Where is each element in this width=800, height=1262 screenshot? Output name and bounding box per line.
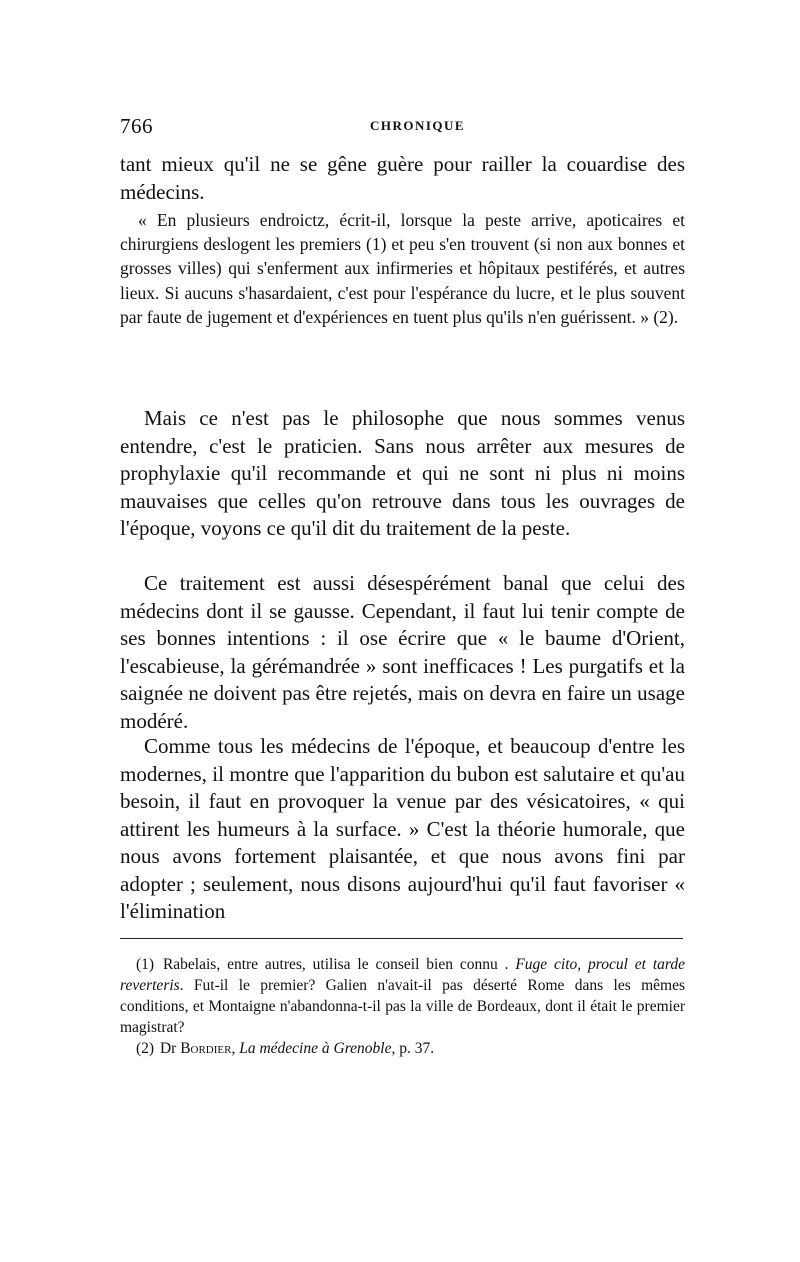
chapter-title: CHRONIQUE xyxy=(369,118,466,133)
page-number: 766 xyxy=(120,114,153,138)
quote-paragraph: « En plusieurs endroictz, écrit-il, lorsque la peste arrive, apoticaires et chirurgiens deslogent les premiers (1) et peu s'en trouvent (si non aux bonnes et grosses villes) qui s'enferment aux infirmeries et hôpitaux pestiférés, et autres lieux. Si aucuns s'hasardaient, c'est pour l'espérance du lucre, et le plus souvent par faute de jugement et d'expériences en tuent plus qu'ils n'en guérissent. » (2). xyxy=(120,210,685,327)
footnote-1-latin-quote: Fuge cito, procul et tarde reverteris xyxy=(120,956,686,994)
footnote-1-text-before: Rabelais, entre autres, utilisa le conseil bien connu . xyxy=(162,956,509,973)
footnote-2-page: , p. 37. xyxy=(391,1040,435,1057)
footnote-divider xyxy=(120,938,683,939)
footnotes xyxy=(120,954,685,1059)
footnote-2-number: (2) xyxy=(136,1040,155,1057)
intro-paragraph: tant mieux qu'il ne se gêne guère pour railler la couardise des médecins. xyxy=(120,152,685,204)
footnote-1 xyxy=(120,954,685,1038)
footnote-1-text-after: . Fut-il le premier? Galien n'avait-il pas déserté Rome dans les mêmes conditions, et Montaigne n'abandonna-t-il pas la ville de Bordeaux, dont il était le premier magistrat? xyxy=(120,977,685,1036)
footnote-2-title: La médecine à Grenoble xyxy=(239,1040,392,1057)
footnote-2: (2) Dr Bordier, La médecine à Grenoble, p. 37. xyxy=(136,1040,435,1057)
footnote-1-number: (1) xyxy=(136,956,155,973)
body-paragraph-2: Ce traitement est aussi désespérément banal que celui des médecins dont il se gausse. Cependant, il faut lui tenir compte de ses bonnes intentions : il ose écrire que « le baume d'Orient, l'escabieuse, la gérémandrée » sont inefficaces ! Les purgatifs et la saignée ne doivent pas être rejetés, mais on devra en faire un usage modéré. xyxy=(120,571,685,733)
body-paragraph-1: Mais ce n'est pas le philosophe que nous sommes venus entendre, c'est le praticien. Sans nous arrêter aux mesures de prophylaxie qu'il recommande et qui ne sont ni plus ni moins mauvaises que celles qu'on retrouve dans tous les ouvrages de l'époque, voyons ce qu'il dit du traitement de la peste. xyxy=(120,406,685,540)
footnote-2-prefix: Dr xyxy=(159,1040,177,1057)
body-paragraph-3: Comme tous les médecins de l'époque, et beaucoup d'entre les modernes, il montre que l'apparition du bubon est salutaire et qu'au besoin, il faut en provoquer la venue par des vésicatoires, « qui attirent les humeurs à la surface. » C'est la théorie humorale, que nous avons fortement plaisantée, et que nous avons fini par adopter ; seulement, nous disons aujourd'hui qu'il faut favoriser « l'élimination xyxy=(120,734,685,923)
footnote-2-author: Bordier xyxy=(180,1040,232,1057)
running-head xyxy=(120,114,685,142)
